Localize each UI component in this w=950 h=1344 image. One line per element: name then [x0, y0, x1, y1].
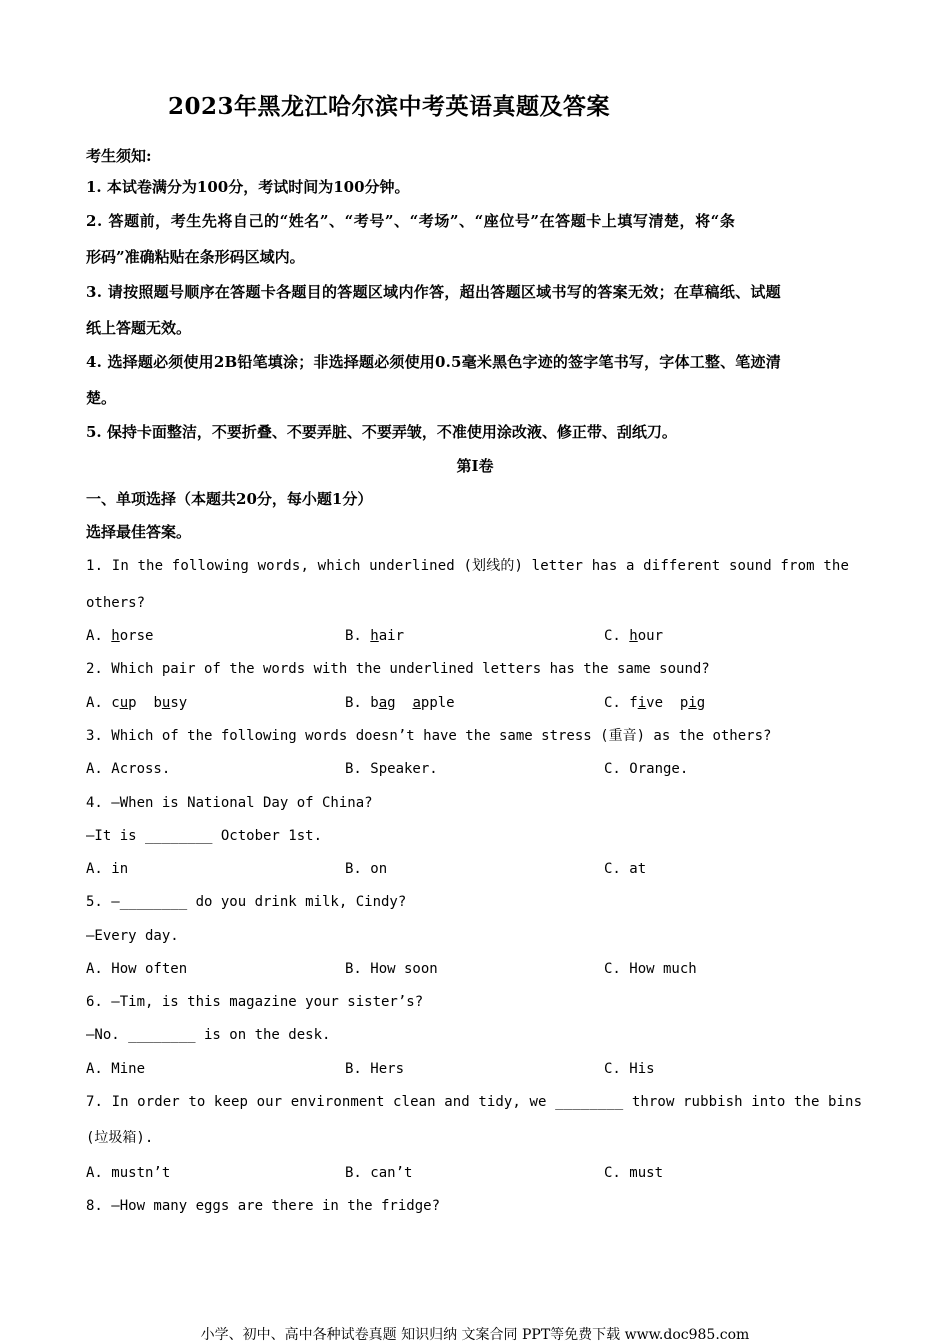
question-1-line-2: others? — [86, 595, 146, 611]
question-2-option-c: C. five pig — [604, 695, 706, 711]
volume-heading: 第Ⅰ卷 — [456, 457, 494, 475]
question-7-line-1: 7. In order to keep our environment clean and tidy, we ________ throw rubbish into the bins — [86, 1094, 863, 1110]
notice-item-2-line-2: 形码”准确粘贴在条形码区域内。 — [86, 248, 305, 266]
notice-item-3-line-2: 纸上答题无效。 — [86, 319, 192, 337]
question-5-line-1: 5. —________ do you drink milk, Cindy? — [86, 894, 407, 910]
question-4-option-b: B. on — [345, 861, 388, 877]
question-6-option-c: C. His — [604, 1061, 655, 1077]
question-3-option-a: A. Across. — [86, 761, 171, 777]
question-4-line-1: 4. —When is National Day of China? — [86, 795, 373, 811]
notice-item-4-line-2: 楚。 — [86, 389, 117, 407]
question-5-option-b: B. How soon — [345, 961, 438, 977]
document-title: 2023年黑龙江哈尔滨中考英语真题及答案 — [167, 93, 610, 120]
question-6-option-a: A. Mine — [86, 1061, 146, 1077]
question-5-line-2: —Every day. — [86, 928, 179, 944]
notice-item-1: 1. 本试卷满分为100分，考试时间为100分钟。 — [86, 178, 410, 196]
section-heading: 一、单项选择（本题共20分，每小题1分） — [86, 490, 373, 508]
question-4-option-c: C. at — [604, 861, 647, 877]
notice-item-5: 5. 保持卡面整洁，不要折叠、不要弄脏、不要弄皱，不准使用涂改液、修正带、刮纸刀。 — [86, 423, 677, 441]
question-3-option-c: C. Orange. — [604, 761, 689, 777]
question-1-option-a: A. horse — [86, 628, 154, 644]
question-4-line-2: —It is ________ October 1st. — [86, 828, 323, 844]
question-3-option-b: B. Speaker. — [345, 761, 438, 777]
notice-item-2-line-1: 2. 答题前，考生先将自己的“姓名”、“考号”、“考场”、“座位号”在答题卡上填写清楚，将“条 — [86, 212, 736, 230]
question-5-option-c: C. How much — [604, 961, 697, 977]
notice-item-3-line-1: 3. 请按照题号顺序在答题卡各题目的答题区域内作答，超出答题区域书写的答案无效；在草稿纸、试题 — [86, 283, 781, 301]
question-8-line-1: 8. —How many eggs are there in the fridge? — [86, 1198, 441, 1214]
question-2-option-b: B. bag apple — [345, 695, 455, 711]
question-2: 2. Which pair of the words with the underlined letters has the same sound? — [86, 661, 710, 677]
notice-heading: 考生须知: — [86, 147, 152, 165]
question-4-option-a: A. in — [86, 861, 129, 877]
question-7-option-c: C. must — [604, 1165, 664, 1181]
question-6-option-b: B. Hers — [345, 1061, 405, 1077]
question-1-option-b: B. hair — [345, 628, 405, 644]
question-7-option-b: B. can’t — [345, 1165, 413, 1181]
notice-item-4-line-1: 4. 选择题必须使用2B铅笔填涂；非选择题必须使用0.5毫米黑色字迹的签字笔书写，字体工整、笔迹清 — [86, 353, 781, 371]
question-5-option-a: A. How often — [86, 961, 188, 977]
question-6-line-2: —No. ________ is on the desk. — [86, 1027, 331, 1043]
question-3: 3. Which of the following words doesn’t have the same stress (重音) as the others? — [86, 728, 772, 744]
page-footer: 小学、初中、高中各种试卷真题 知识归纳 文案合同 PPT等免费下载 www.doc985.com — [200, 1327, 750, 1343]
section-instruction: 选择最佳答案。 — [86, 523, 192, 541]
question-1-line-1: 1. In the following words, which underlined (划线的) letter has a different sound from the — [86, 558, 850, 574]
question-1-option-c: C. hour — [604, 628, 664, 644]
question-6-line-1: 6. —Tim, is this magazine your sister’s? — [86, 994, 424, 1010]
question-7-option-a: A. mustn’t — [86, 1165, 171, 1181]
question-7-line-2: (垃圾箱). — [86, 1130, 154, 1146]
question-2-option-a: A. cup busy — [86, 695, 188, 711]
